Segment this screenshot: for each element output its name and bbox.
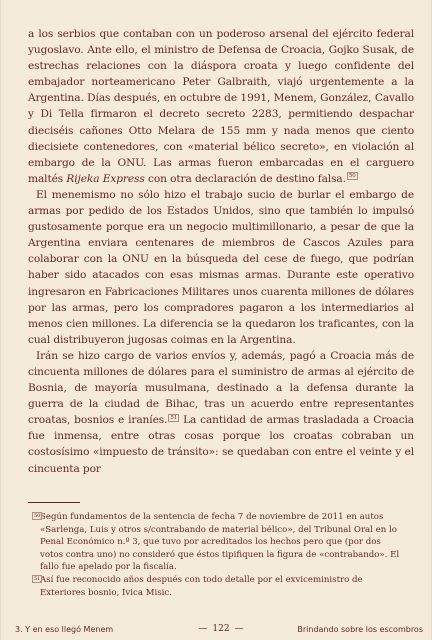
footnote (28, 574, 404, 599)
footnote-text: Según fundamentos de la sentencia de fecha 7 de noviembre de 2011 en autos «Sarlenga, Luis y otros s/contrabando de material bélico», del Tribunal Oral en lo Penal Económico n.º 3, que tuvo por acreditados los hechos pero que (por dos votos contra uno) no consideró que éstos tipifiquen la figura de «contrabando». El fallo fue apelado por la fiscalía. (40, 512, 400, 573)
footnote-text: Así fue reconocido años después con todo detalle por el exviceministro de Exteriores bosnio, Ivica Misic. (40, 574, 363, 598)
text-run: El menemismo no sólo hizo el trabajo sucio de burlar el embargo de armas por pedido de los Estados Unidos, sino que también lo impulsó gustosamente porque era un negocio multimillonario, a pesar de que la Argentina enviara centenares de miembros de Cascos Azules para colaborar con la ONU en la búsqueda del cese de fuego, que podrían haber sido atacados con esas mismas armas. Durante este operativo ingresaron en Fabricaciones Militares unos cuarenta millones de dólares por las armas, pero los compradores pagaron a los intermediarios al menos cien millones. La diferencia se la quedaron los traficantes, con la cual distribuyeron jugosas coimas en la Argentina. (28, 188, 414, 346)
footnote-number: 51 (34, 575, 41, 582)
footnote-number: 50 (34, 513, 41, 519)
running-chapter-title: 3. Y en eso llegó Menem (15, 625, 114, 634)
paragraph (28, 26, 414, 187)
footnote-reference[interactable]: 50 (348, 173, 356, 180)
footnote (28, 511, 404, 574)
body-text (28, 26, 414, 477)
text-run: a los serbios que contaban con un poderoso arsenal del ejército federal yugoslavo. Ante ello, el ministro de Defensa de Croacia, Gojko Susak, de estrechas relaciones con la diáspora croata y luego confidente del embajador norteamericano Peter Galbraith, viajó urgentemente a la Argentina. Días después, en octubre de 1991, Menem, González, Cavallo y Di Tella firmaron el decreto secreto 2283, permitiendo despachar dieciséis cañones Otto Melara de 155 mm y nada menos que ciento diecisiete contenedores, con «material bélico secreto», en violación al embargo de la ONU. Las armas fueron embarcadas en el carguero maltés (28, 28, 414, 185)
page-number-dash-left: — (198, 624, 208, 634)
text-run: La cantidad de armas trasladada a Croacia fue inmensa, entre otras cosas porque los croatas cobraban un costosísimo «impuesto de tránsito»: se quedaban con entre el veinte y el cincuenta por (28, 414, 414, 475)
text-run: con otra declaración de destino falsa. (144, 172, 346, 185)
text-run: Irán se hizo cargo de varios envíos y, además, pagó a Croacia más de cincuenta millones de dólares para el suministro de armas al ejército de Bosnia, de mayoría musulmana, destinado a la defensa durante la guerra de la ciudad de Bihac, tras un acuerdo entre representantes croatas, bosnios e iraníes. (28, 349, 414, 427)
italic-text: Rijeka Express (66, 172, 145, 185)
page-footer (15, 625, 423, 637)
paragraph (28, 348, 414, 477)
page-number-block (185, 624, 257, 634)
running-book-title: Brindando sobre los escombros (297, 625, 423, 634)
page-number: 122 (212, 624, 230, 634)
footnote-reference[interactable]: 51 (170, 414, 178, 421)
page-number-dash-right: — (234, 624, 244, 634)
footnote-rule (28, 502, 80, 503)
paragraph (28, 187, 414, 348)
footnotes (28, 511, 404, 599)
